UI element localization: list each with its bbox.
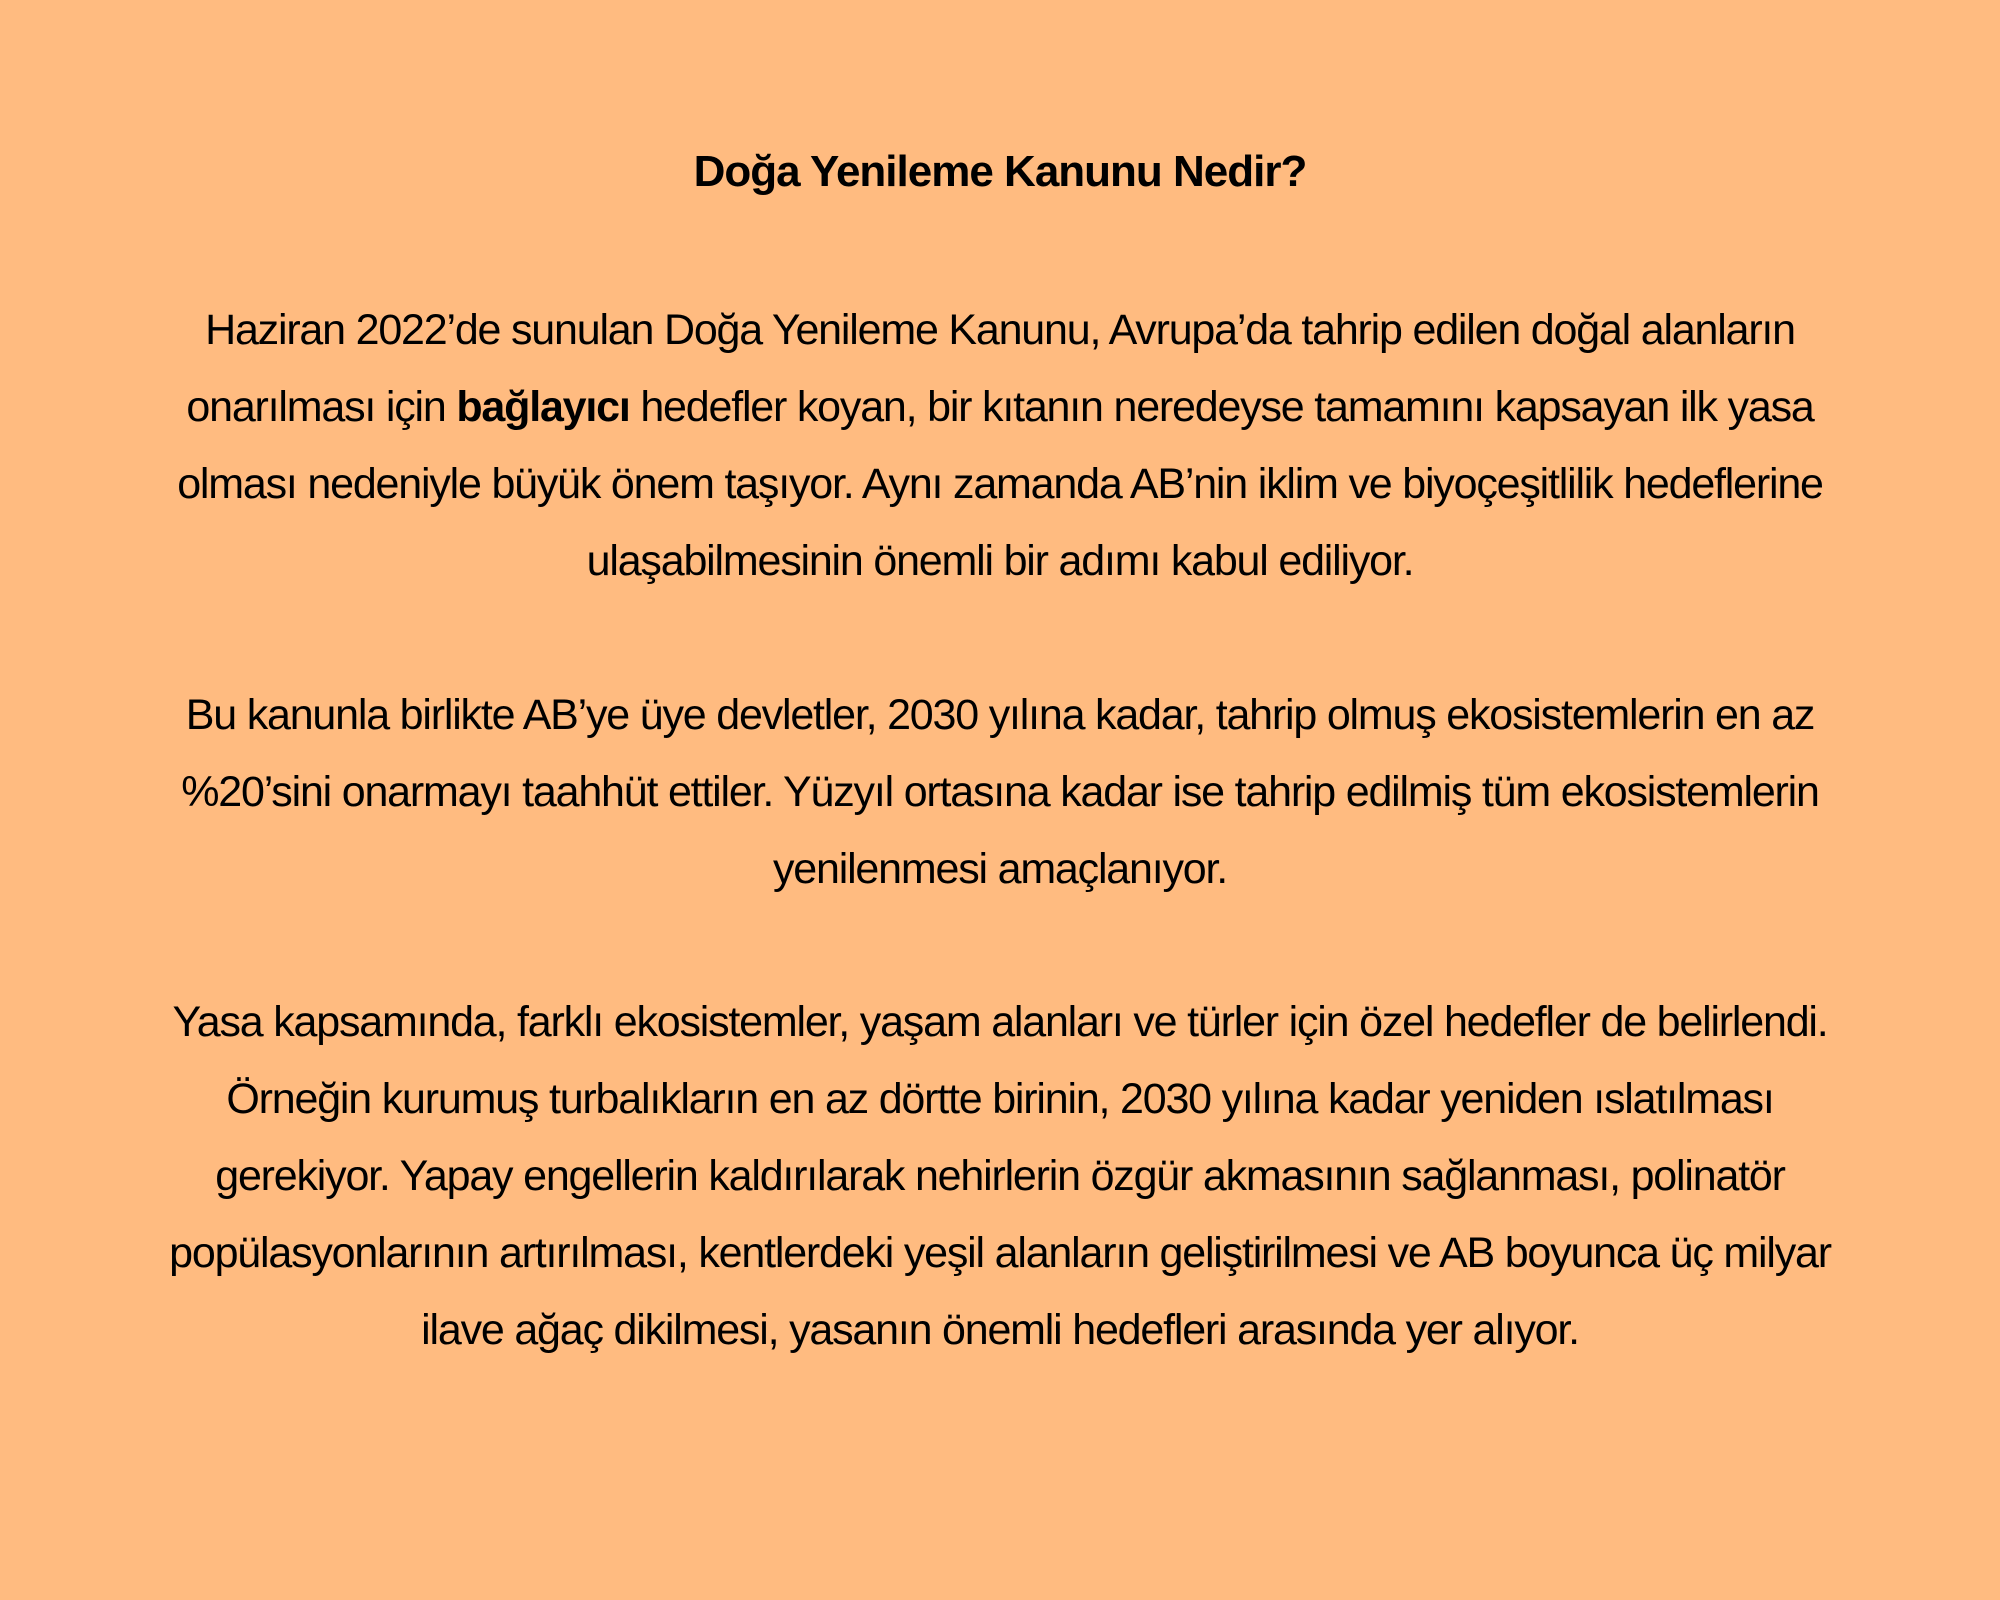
paragraph-3-line-4: popülasyonlarının artırılması, kentlerdeki yeşil alanların geliştirilmesi ve AB boyunca üç milyar	[169, 1229, 1831, 1277]
paragraph-1-line-4: ulaşabilmesinin önemli bir adımı kabul ediliyor.	[586, 537, 1414, 585]
paragraph-2-line-2: %20’sini onarmayı taahhüt ettiler. Yüzyıl ortasına kadar ise tahrip edilmiş tüm ekosistemlerin	[181, 768, 1819, 816]
paragraph-3	[0, 984, 2000, 1369]
bold-term-baglayici: bağlayıcı	[456, 383, 630, 431]
paragraph-1	[0, 292, 2000, 600]
paragraph-3-line-2: Örneğin kurumuş turbalıkların en az dörtte birinin, 2030 yılına kadar yeniden ıslatılması	[226, 1075, 1774, 1123]
page-title: Doğa Yenileme Kanunu Nedir?	[693, 147, 1307, 196]
paragraph-3-line-3: gerekiyor. Yapay engellerin kaldırılarak nehirlerin özgür akmasının sağlanması, polinatör	[215, 1152, 1785, 1200]
paragraph-1-line-3: olması nedeniyle büyük önem taşıyor. Aynı zamanda AB’nin iklim ve biyoçeşitlilik hedeflerine	[177, 460, 1823, 508]
paragraph-3-line-1: Yasa kapsamında, farklı ekosistemler, yaşam alanları ve türler için özel hedefler de belirlendi.	[172, 998, 1828, 1046]
paragraph-1-line-2	[0, 369, 2000, 446]
paragraph-2	[0, 677, 2000, 908]
paragraph-2-line-1: Bu kanunla birlikte AB’ye üye devletler, 2030 yılına kadar, tahrip olmuş ekosistemlerin en az	[185, 691, 1815, 739]
paragraph-1-line-2-end: hedefler koyan, bir kıtanın neredeyse tamamını kapsayan ilk yasa	[629, 383, 1814, 431]
paragraph-1-line-2-start: onarılması için	[186, 383, 457, 431]
paragraph-3-line-5: ilave ağaç dikilmesi, yasanın önemli hedefleri arasında yer alıyor.	[421, 1306, 1579, 1354]
paragraph-1-line-1: Haziran 2022’de sunulan Doğa Yenileme Kanunu, Avrupa’da tahrip edilen doğal alanların	[205, 306, 1795, 354]
paragraph-2-line-3: yenilenmesi amaçlanıyor.	[773, 845, 1227, 893]
